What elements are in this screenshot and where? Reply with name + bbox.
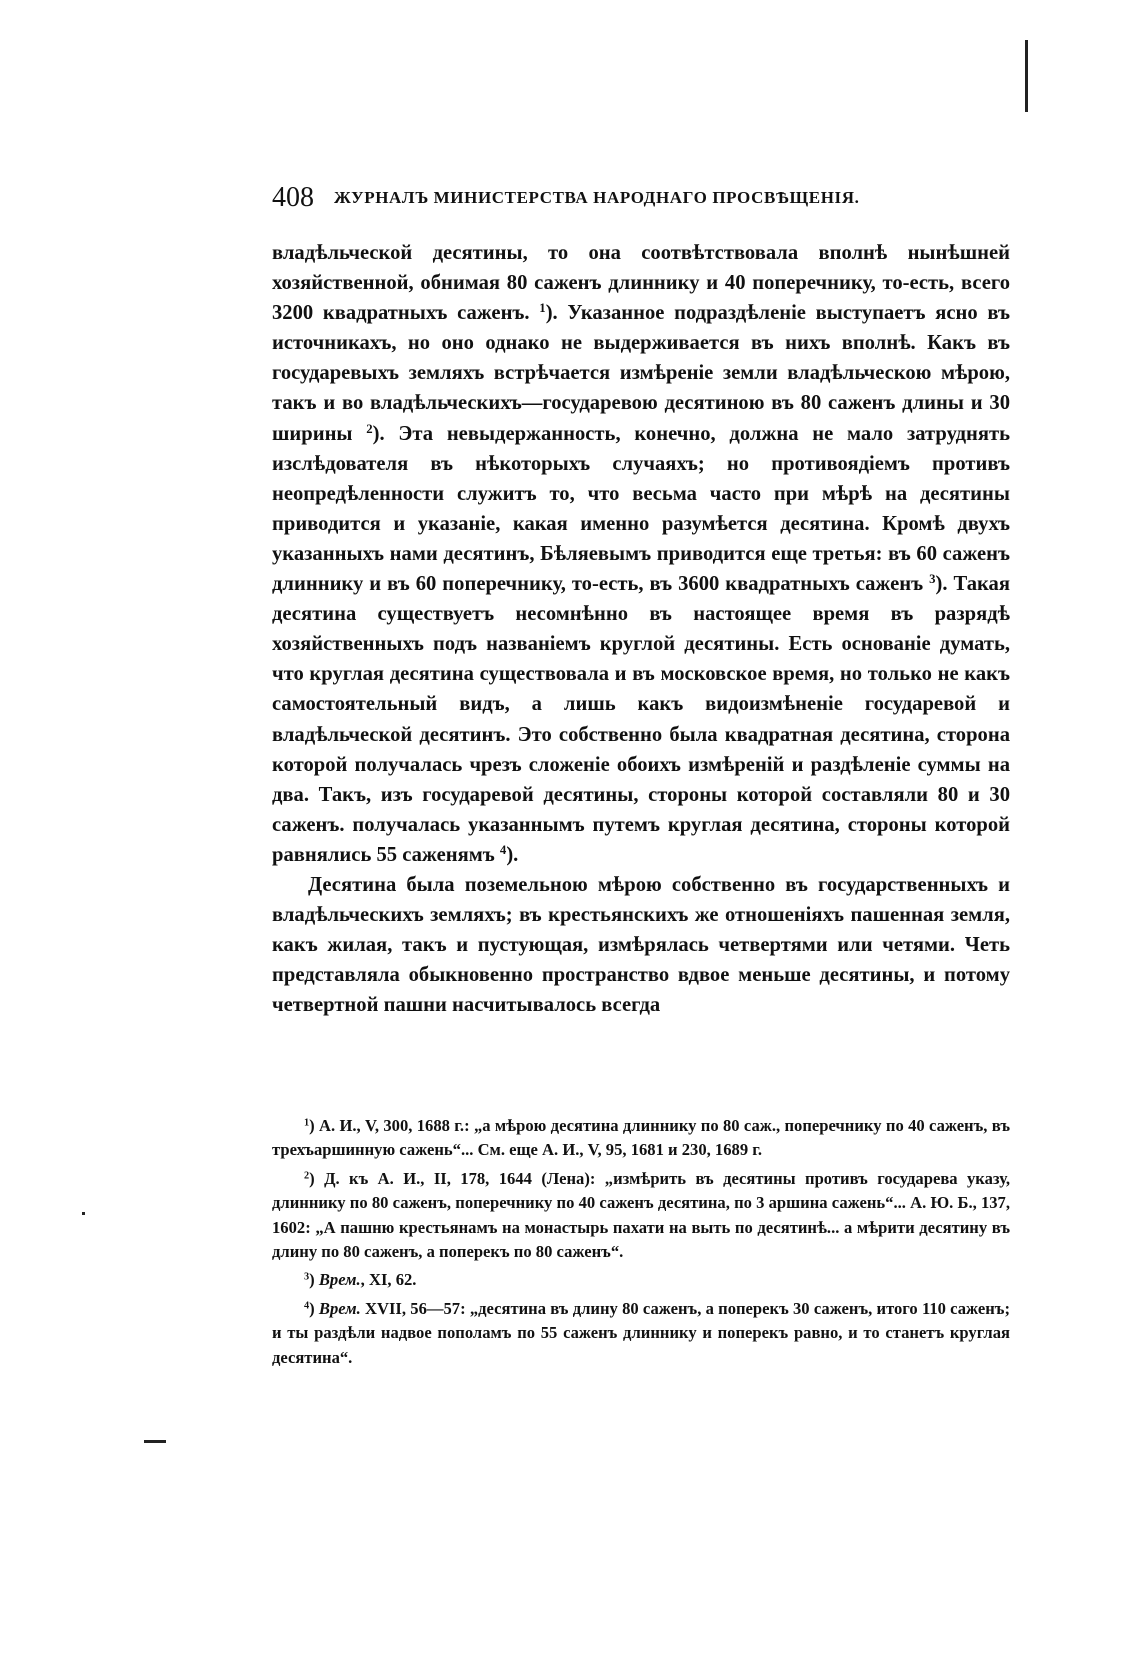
footnote-2 xyxy=(272,1167,1010,1265)
page-header xyxy=(272,178,1010,218)
paragraph-1-segment: ). xyxy=(506,843,519,866)
running-title: ЖУРНАЛЪ МИНИСТЕРСТВА НАРОДНАГО ПРОСВѢЩЕНІЯ. xyxy=(334,188,860,207)
footnote-ref-3: 3 xyxy=(929,572,936,587)
footnote-text: ) Д. къ А. И., II, 178, 1644 (Лена): „измѣрить въ десятины противъ государева указу, длиннику по 80 саженъ, поперечнику по 40 саженъ десятина, по 3 аршина сажень“... А. Ю. Б., 137, 1602: „А пашню крестьянамъ на монастырь пахати на выть по десятинѣ... а мѣрити десятину въ длину по 80 саженъ, а поперекъ по 80 саженъ“. xyxy=(272,1168,1010,1262)
scan-dash-mark xyxy=(144,1440,166,1443)
footnote-mark: 4 xyxy=(304,1300,310,1312)
footnote-3 xyxy=(272,1268,1010,1292)
main-text xyxy=(272,238,1010,1020)
scan-dot-mark xyxy=(82,1212,85,1215)
footnote-source: Врем. xyxy=(318,1270,361,1290)
footnote-4 xyxy=(272,1297,1010,1370)
footnote-text: ) А. И., V, 300, 1688 г.: „а мѣрою десятина длиннику по 80 саж., поперечнику по 40 саженъ, въ трехъаршинную сажень“... См. еще А. И., V, 95, 1681 и 230, 1689 г. xyxy=(272,1116,1010,1160)
paragraph-1-segment: ). Эта невыдержанность, конечно, должна не мало затруднять изслѣдователя въ нѣкоторыхъ случаяхъ; но противоядіемъ противъ неопредѣленности служитъ то, что весьма часто при мѣрѣ на десятины приводится и указаніе, какая именно разумѣется десятина. Кромѣ двухъ указанныхъ нами десятинъ, Бѣляевымъ приводится еще третья: въ 60 саженъ длиннику и въ 60 поперечнику, то-есть, въ 3600 квадратныхъ саженъ xyxy=(272,422,1010,596)
footnote-ref-4: 4 xyxy=(499,842,507,857)
footnote-source: Врем. xyxy=(318,1298,361,1318)
footnote-prefix: ) xyxy=(309,1298,319,1318)
footnote-text: , XI, 62. xyxy=(360,1270,417,1290)
paragraph-2: Десятина была поземельною мѣрою собственно въ государственныхъ и владѣльческихъ земляхъ; въ крестьянскихъ же отношеніяхъ пашенная земля, какъ жилая, такъ и пустующая, измѣрялась четвертями или четями. Четь представляла обыкновенно пространство вдвое меньше десятины, и потому четвертной пашни насчитывалось всегда xyxy=(272,873,1010,1017)
footnote-1 xyxy=(272,1114,1010,1163)
paragraph-1-segment: ). Указанное подраздѣленіе выступаетъ ясно въ источникахъ, но оно однако не выдерживается въ нихъ вполнѣ. Какъ въ государевыхъ земляхъ встрѣчается измѣреніе земли владѣльческою мѣрою, такъ и во владѣльческихъ—государевою десятиною въ 80 саженъ длины и 30 ширины xyxy=(272,302,1010,445)
footnotes xyxy=(272,1114,1010,1374)
footnote-prefix: ) xyxy=(309,1270,319,1290)
footnote-mark: 2 xyxy=(304,1170,310,1182)
footnote-text: XVII, 56—57: „десятина въ длину 80 саженъ, а поперекъ 30 саженъ, итого 110 саженъ; и ты раздѣли надвое пополамъ по 55 саженъ длиннику и поперекъ равно, и то станетъ круглая десятина“. xyxy=(272,1298,1010,1367)
footnote-ref-2: 2 xyxy=(366,421,373,436)
scan-edge-mark xyxy=(1025,40,1028,112)
footnote-ref-1: 1 xyxy=(539,301,546,316)
footnote-mark: 1 xyxy=(304,1117,310,1129)
paragraph-1 xyxy=(272,238,1010,870)
footnote-mark: 3 xyxy=(304,1271,310,1283)
paragraph-1-segment: ). Такая десятина существуетъ несомнѣнно въ настоящее время въ разрядѣ хозяйственныхъ подъ названіемъ круглой десятины. Есть основаніе думать, что круглая десятина существовала и въ московское время, но только не какъ самостоятельный видъ, а лишь какъ видоизмѣненіе государевой и владѣльческой десятинъ. Это собственно была квадратная десятина, сторона которой получалась чрезъ сложеніе обоихъ измѣреній и раздѣленіе суммы на два. Такъ, изъ государевой десятины, стороны которой составляли 80 и 30 саженъ. получалась указаннымъ путемъ круглая десятина, стороны которой равнялись 55 саженямъ xyxy=(272,573,1010,866)
page-number: 408 xyxy=(272,182,314,213)
paragraph-1-segment: владѣльческой десятины, то она соотвѣтствовала вполнѣ нынѣшней хозяйственной, обнимая 80 саженъ длиннику и 40 поперечнику, то-есть, всего 3200 квадратныхъ саженъ. xyxy=(272,242,1010,325)
